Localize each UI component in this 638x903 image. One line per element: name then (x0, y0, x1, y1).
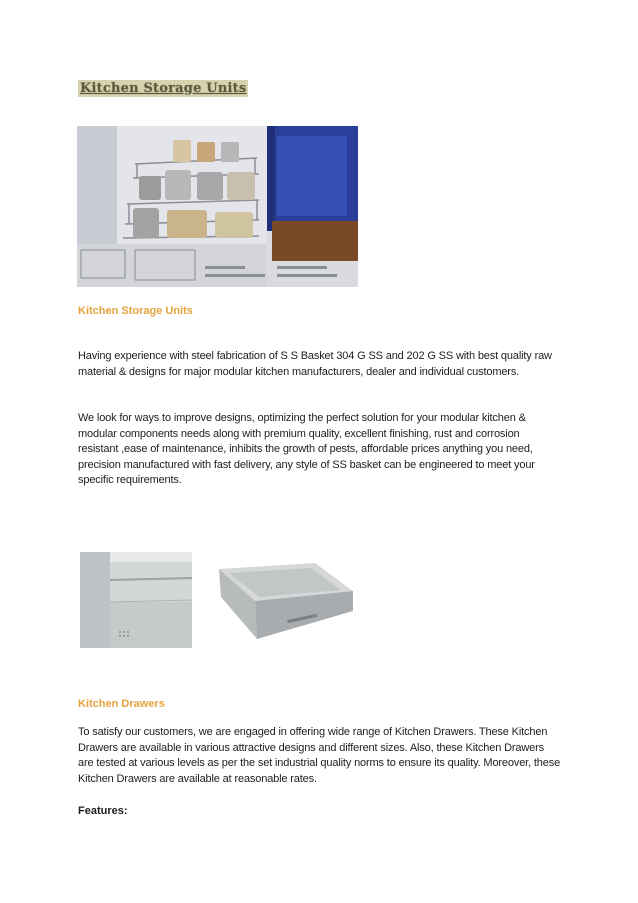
drawer-photo-2 (215, 557, 355, 645)
features-label: Features: (78, 805, 128, 817)
storage-units-paragraph-2: We look for ways to improve designs, optimizing the perfect solution for your modular kitchen & modular components needs along with premium quality, excellent finishing, rust and corrosion resistant ,ease of maintenance, inhibits the growth of pests, affordable prices anything you need, precision manufactured with fast delivery, any style of SS basket can be engineered to meet your specific requirements. (78, 412, 535, 486)
drawer-tray-photo-icon (215, 557, 355, 645)
storage-unit-photo (77, 126, 358, 287)
section-heading-kitchen-drawers: Kitchen Drawers (78, 698, 165, 710)
kitchen-drawers-paragraph: To satisfy our customers, we are engaged in offering wide range of Kitchen Drawers. These Kitchen Drawers are available in various attractive designs and different sizes. Also, these Kitchen Drawers are tested at various levels as per the set industrial quality norms to ensure its quality. Moreover, these Kitchen Drawers are available at reasonable rates. (78, 726, 561, 785)
page-title: Kitchen Storage Units (80, 81, 247, 96)
pull-out-basket-photo-icon (77, 126, 358, 287)
drawer-photo-1 (80, 552, 192, 648)
drawer-side-photo-icon (80, 552, 192, 648)
storage-units-paragraph-1: Having experience with steel fabrication of S S Basket 304 G SS and 202 G SS with best quality raw material & designs for major modular kitchen manufacturers, dealer and individual customers. (78, 350, 552, 378)
section-heading-storage-units: Kitchen Storage Units (78, 305, 193, 317)
